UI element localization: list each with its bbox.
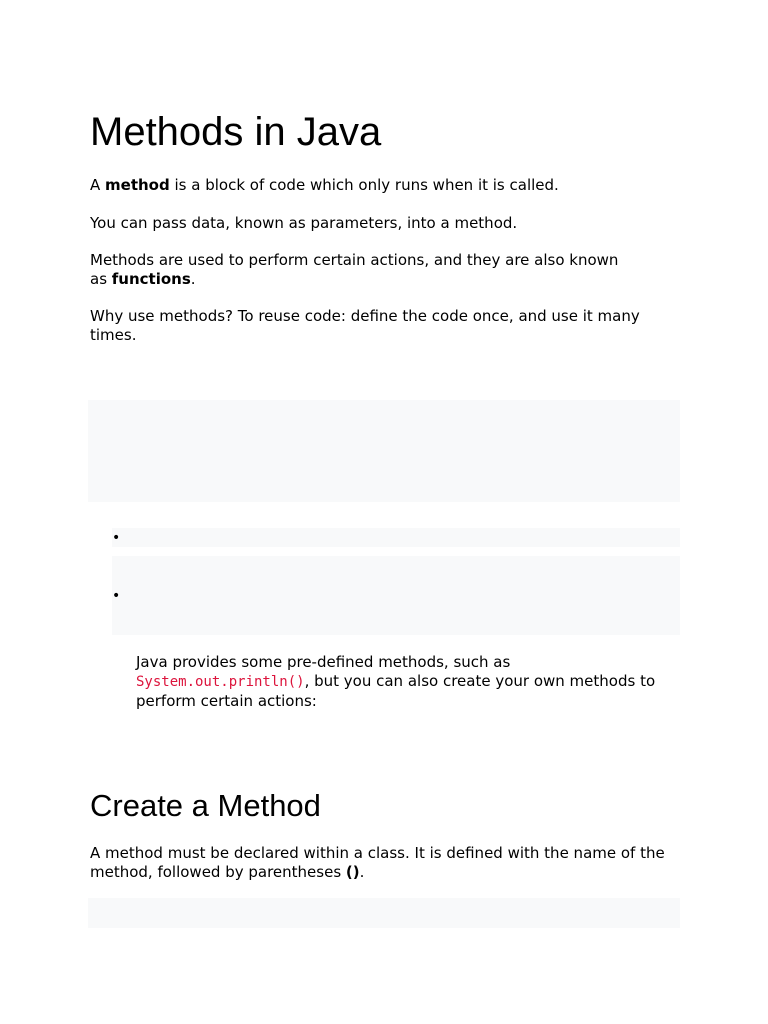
intro-paragraph-parameters: You can pass data, known as parameters, into a method. <box>90 214 518 232</box>
inline-code-println: System.out.println() <box>136 674 305 690</box>
list-bullet-1: • <box>112 530 121 546</box>
intro-p1-before: A <box>90 176 106 194</box>
section-heading-create-method: Create a Method <box>90 788 321 823</box>
intro-paragraph-why: Why use methods? To reuse code: define the code once, and use it many times. <box>90 307 640 344</box>
create-method-paragraph <box>90 844 665 882</box>
create-p1-before: A method must be declared within a class. It is defined with the name of the method, followed by parentheses <box>90 844 665 881</box>
list-bullet-2: • <box>112 588 121 604</box>
intro-paragraph-functions <box>90 251 635 289</box>
list-item-box-1 <box>112 528 680 547</box>
intro-p1-after: is a block of code which only runs when it is called. <box>169 176 559 194</box>
intro-p1-bold: method <box>105 176 170 194</box>
predefined-methods-paragraph <box>136 653 681 711</box>
code-example-box <box>88 400 680 502</box>
create-p1-bold: () <box>345 863 360 881</box>
predefined-after: , but you can also create your own methods to perform certain actions: <box>136 672 656 710</box>
create-p1-after: . <box>359 863 365 881</box>
intro-p3-before: Methods are used to perform certain actions, and they are also known as <box>90 251 619 288</box>
page-title: Methods in Java <box>90 110 382 154</box>
predefined-before: Java provides some pre-defined methods, such as <box>136 653 511 671</box>
intro-p3-bold: functions <box>111 270 191 288</box>
list-item-box-2 <box>112 556 680 635</box>
code-example-box-2 <box>88 898 680 928</box>
intro-paragraph-method <box>90 176 670 195</box>
intro-p3-after: . <box>190 270 196 288</box>
